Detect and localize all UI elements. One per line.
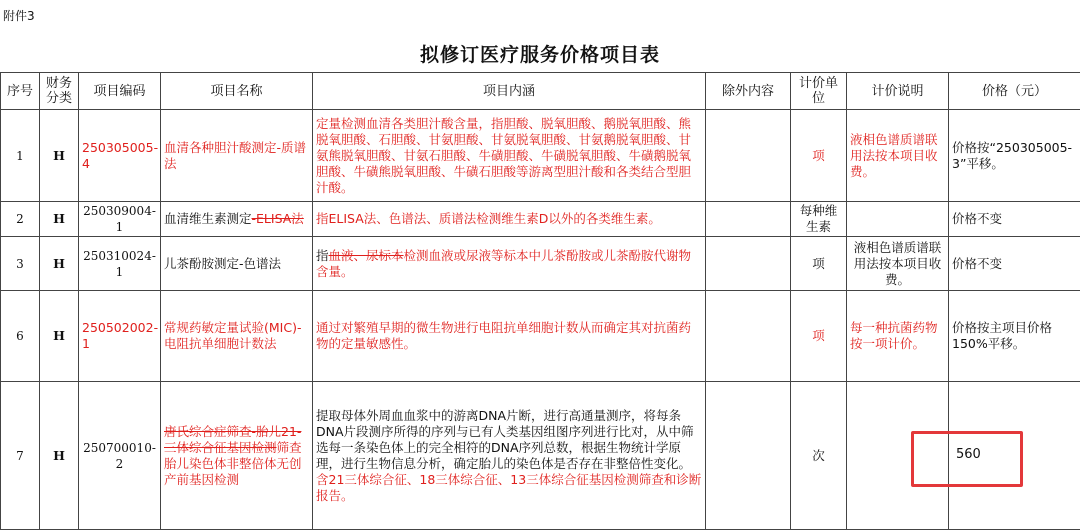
- row-no: 6: [1, 291, 40, 382]
- header-exclusion: 除外内容: [706, 73, 791, 110]
- row-price: 价格按“250305005-3”平移。: [949, 110, 1080, 202]
- table-row: [1, 291, 1080, 382]
- row-unit: 项: [791, 291, 847, 382]
- header-content: 项目内涵: [313, 73, 706, 110]
- row-no: 3: [1, 237, 40, 291]
- row-content-struck: 血液、尿标本: [328, 247, 404, 263]
- row-name: [161, 202, 313, 237]
- row-price: 价格不变: [949, 202, 1080, 237]
- row-category: H: [40, 237, 79, 291]
- header-row: [1, 73, 1080, 110]
- page-title: 拟修订医疗服务价格项目表: [419, 44, 660, 66]
- row-name: 儿茶酚胺测定-色谱法: [161, 237, 313, 291]
- header-no: 序号: [1, 73, 40, 110]
- row-price: 价格按主项目价格150%平移。: [949, 291, 1080, 382]
- row-note: 液相色谱质谱联用法按本项目收费。: [847, 110, 949, 202]
- row-exclusion: [706, 202, 791, 237]
- row-content: 指ELISA法、色谱法、质谱法检测维生素D以外的各类维生素。: [313, 202, 706, 237]
- row-content: [313, 382, 706, 530]
- row-unit: 项: [791, 237, 847, 291]
- row-name: [161, 382, 313, 530]
- row-code: 250305005-4: [79, 110, 161, 202]
- highlight-box: [911, 431, 1023, 487]
- row-name: 常规药敏定量试验(MIC)-电阻抗单细胞计数法: [161, 291, 313, 382]
- row-content-prefix: 指: [316, 247, 329, 263]
- row-category: H: [40, 382, 79, 530]
- row-exclusion: [706, 110, 791, 202]
- row-code: 250502002-1: [79, 291, 161, 382]
- row-no: 7: [1, 382, 40, 530]
- row-content-rest: 检测血液或尿液等标本中儿茶酚胺或儿茶酚胺代谢物含量。: [316, 247, 692, 279]
- row-content: 定量检测血清各类胆汁酸含量，指胆酸、脱氧胆酸、鹅脱氧胆酸、熊脱氧胆酸、石胆酸、甘氨胆酸、甘氨脱氧胆酸、甘氨鹅脱氧胆酸、甘氨熊脱氧胆酸、甘氨石胆酸、牛磺胆酸、牛磺脱氧胆酸、牛磺鹅脱氧胆酸、牛磺熊脱氧胆酸、牛磺石胆酸等游离型胆汁酸和各类结合型胆汁酸。: [313, 110, 706, 202]
- row-name-plain: 血清维生素测定: [164, 211, 252, 226]
- row-name-struck: -ELISA法: [251, 211, 304, 226]
- row-exclusion: [706, 291, 791, 382]
- table-row: [1, 237, 1080, 291]
- row-price: 价格不变: [949, 237, 1080, 291]
- row-no: 1: [1, 110, 40, 202]
- row-note: 液相色谱质谱联用法按本项目收费。: [847, 237, 949, 291]
- row-code: 250700010-2: [79, 382, 161, 530]
- header-name: 项目名称: [161, 73, 313, 110]
- row-category: H: [40, 291, 79, 382]
- row-no: 2: [1, 202, 40, 237]
- row-name: 血清各种胆汁酸测定-质谱法: [161, 110, 313, 202]
- row-content-black: 提取母体外周血血浆中的游离DNA片断，进行高通量测序，将每条DNA片段测序所得的序列与已有人类基因组图序列进行比对，从中筛选每一条染色体上的完全相符的DNA序列总数，根据生物统计学原理，进行生物信息分析，确定胎儿的染色体是否存在非整倍性变化。: [316, 407, 694, 471]
- row-category: H: [40, 110, 79, 202]
- row-category: H: [40, 202, 79, 237]
- row-unit: 项: [791, 110, 847, 202]
- row-code: 250310024-1: [79, 237, 161, 291]
- row-exclusion: [706, 237, 791, 291]
- table-row: [1, 202, 1080, 237]
- header-category: 财务分类: [40, 73, 79, 110]
- row-content: 通过对繁殖早期的微生物进行电阻抗单细胞计数从而确定其对抗菌药物的定量敏感性。: [313, 291, 706, 382]
- header-code: 项目编码: [79, 73, 161, 110]
- row-note: [847, 202, 949, 237]
- row-unit: 每种维生素: [791, 202, 847, 237]
- row-price: 560: [956, 447, 981, 462]
- row-unit: 次: [791, 382, 847, 530]
- header-price: 价格（元）: [949, 73, 1080, 110]
- header-note: 计价说明: [847, 73, 949, 110]
- row-name-struck: 唐氏综合症筛查-胎儿21-三体综合征基因检测: [164, 423, 302, 455]
- row-name-rest: 筛查胎儿染色体非整倍体无创产前基因检测: [164, 439, 302, 487]
- attachment-label: 附件3: [3, 9, 35, 23]
- row-code: 250309004-1: [79, 202, 161, 237]
- row-content: [313, 237, 706, 291]
- header-unit: 计价单位: [791, 73, 847, 110]
- table-row: [1, 110, 1080, 202]
- row-content-red: 含21三体综合征、18三体综合征、13三体综合征基因检测筛查和诊断报告。: [316, 471, 702, 503]
- row-exclusion: [706, 382, 791, 530]
- row-note: 每一种抗菌药物按一项计价。: [847, 291, 949, 382]
